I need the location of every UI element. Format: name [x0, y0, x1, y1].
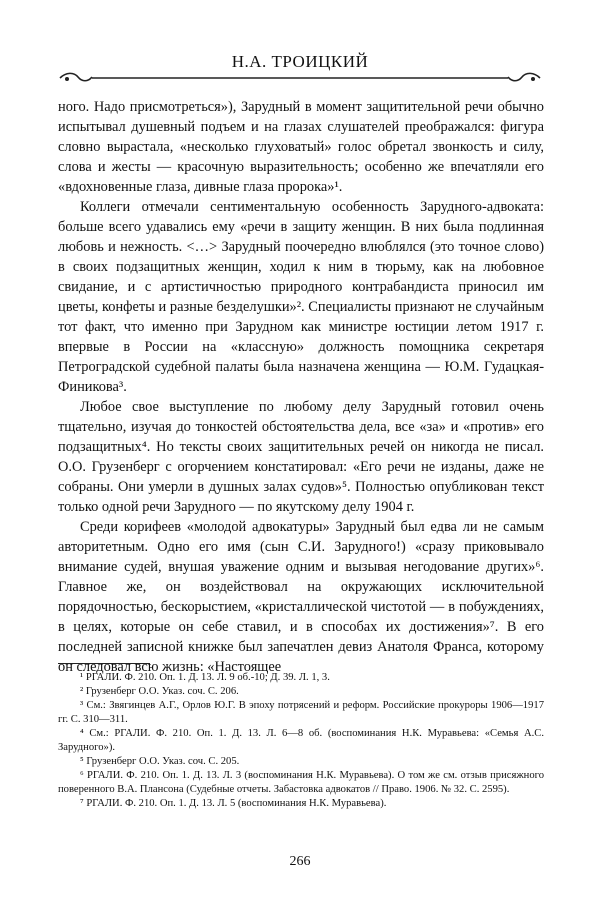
main-text	[58, 97, 544, 677]
footnote-divider	[58, 663, 150, 664]
footnote: ⁶ РГАЛИ. Ф. 210. Оп. 1. Д. 13. Л. 3 (воспоминания Н.К. Муравьева). О том же см. отзыв присяжного поверенного В.А. Плансона (Судебные отчеты. Забастовка адвокатов // Право. 1906. № 32. С. 2595).	[58, 770, 544, 795]
footnote: ⁴ См.: РГАЛИ. Ф. 210. Оп. 1. Д. 13. Л. 6—8 об. (воспоминания Н.К. Муравьева: «Семья А.С. Зарудного»).	[58, 728, 544, 753]
paragraph: ного. Надо присмотреться»), Зарудный в момент защитительной речи обычно испытывал душевный подъем и на глазах слушателей преображался: фигура словно вырастала, «несколько глуховатый» голос обретал звонкость и силу, слова и жесты — красочную выразительность; особенно же впечатляли его «вдохновенные глаза, дивные глаза пророка»¹.	[58, 99, 544, 195]
footnote: ² Грузенберг О.О. Указ. соч. С. 206.	[80, 686, 239, 697]
running-header	[0, 52, 600, 72]
footnote: ³ См.: Звягинцев А.Г., Орлов Ю.Г. В эпоху потрясений и реформ. Российские прокуроры 1906—1917 гг. С. 310—311.	[58, 700, 544, 725]
author-title: Н.А. ТРОИЦКИЙ	[231, 52, 369, 71]
footnote: ⁵ Грузенберг О.О. Указ. соч. С. 205.	[80, 756, 240, 767]
paragraph: Любое свое выступление по любому делу Зарудный готовил очень тщательно, изучая до тонкостей обстоятельства дела, все «за» и «против» его подзащитных⁴. Но тексты своих защитительных речей он никогда не писал. О.О. Грузенберг с огорчением констатировал: «Его речи не изданы, даже не собраны. Они умерли в душных залах судов»⁵. Полностью опубликован текст только одной речи Зарудного — по якутскому делу 1904 г.	[58, 399, 544, 515]
footnote: ⁷ РГАЛИ. Ф. 210. Оп. 1. Д. 13. Л. 5 (воспоминания Н.К. Муравьева).	[80, 798, 387, 809]
paragraph: Среди корифеев «молодой адвокатуры» Зарудный был едва ли не самым авторитетным. Одно его имя (сын С.И. Зарудного!) «сразу приковывало внимание судей, внушая уважение одним и вызывая негодование других»⁶. Главное же, он воздействовал на окружающих исключительной порядочностью, бескорыстием, «кристаллической чистотой — в побуждениях, в целях, которые он себе ставил, и в способах их достижения»⁷. В его последней записной книжке был запечатлен девиз Анатоля Франса, которому он следовал всю жизнь: «Настоящее	[58, 519, 544, 675]
page-number: 266	[289, 854, 311, 869]
footnotes	[58, 671, 544, 811]
paragraph: Коллеги отмечали сентиментальную особенность Зарудного-адвоката: больше всего удавались ему «речи в защиту женщин. В них была подлинная любовь и нежность. <…> Зарудный поочередно влюблялся (это точное слово) в своих подзащитных женщин, ходил к ним в тюрьму, как на любовное свидание, и с артистичностью природного контрабандиста приносил им цветы, конфеты и разные безделушки»². Специалисты признают не случайным тот факт, что именно при Зарудном как министре юстиции летом 1917 г. впервые в России на «классную» должность помощника секретаря Петроградской судебной палаты была назначена женщина — Ю.М. Гудацкая-Финикова³.	[58, 199, 544, 395]
footnote: ¹ РГАЛИ. Ф. 210. Оп. 1. Д. 13. Л. 9 об.-10; Д. 39. Л. 1, 3.	[80, 672, 330, 683]
header-ornament-rule	[58, 72, 542, 84]
